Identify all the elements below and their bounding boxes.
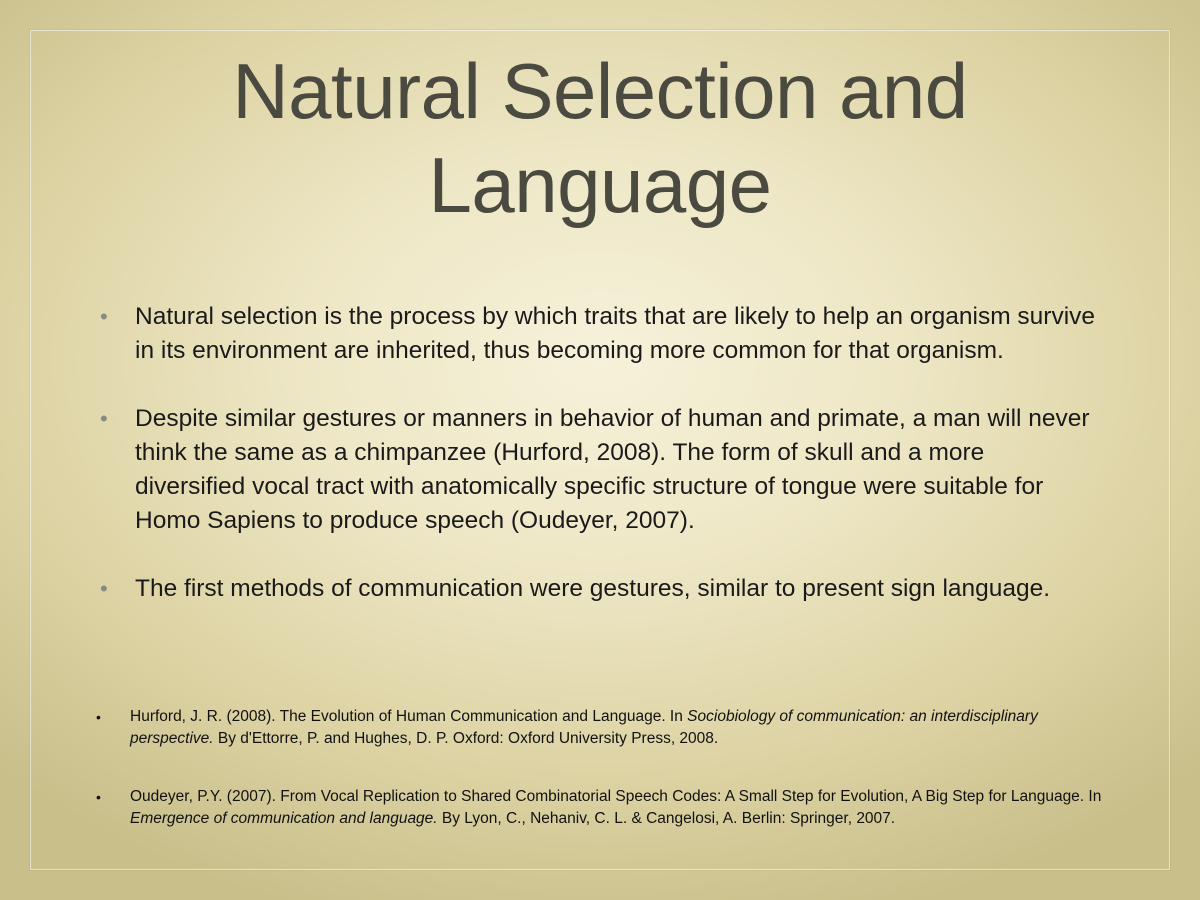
reference-bullet-icon: •: [96, 709, 101, 725]
reference-list: [96, 706, 1116, 866]
reference-text-start: Hurford, J. R. (2008). The Evolution of Human Communication and Language. In: [130, 708, 688, 725]
bullet-text: Natural selection is the process by which traits that are likely to help an organism survive in its environment are inherited, thus becoming more common for that organism.: [135, 303, 1096, 364]
bullet-icon: •: [100, 304, 108, 329]
reference-text-start: Oudeyer, P.Y. (2007). From Vocal Replication to Shared Combinatorial Speech Codes: A Small Step for Evolution, A Big Step for Language. In: [130, 788, 1102, 805]
reference-book-title: Emergence of communication and language.: [130, 810, 438, 827]
reference-text-end: By Lyon, C., Nehaniv, C. L. & Cangelosi, A. Berlin: Springer, 2007.: [437, 810, 896, 827]
reference-item: [96, 706, 1116, 750]
bullet-icon: •: [100, 406, 108, 431]
reference-book-title: Sociobiology of communication: an interdisciplinary perspective.: [130, 708, 1038, 747]
reference-text-end: By d'Ettorre, P. and Hughes, D. P. Oxford: Oxford University Press, 2008.: [213, 730, 719, 747]
bullet-item: [100, 402, 1100, 538]
bullet-item: [100, 300, 1100, 368]
reference-bullet-icon: •: [96, 789, 101, 805]
slide-title: [0, 44, 1200, 232]
bullet-list: [100, 300, 1100, 640]
bullet-text: The first methods of communication were gestures, similar to present sign language.: [135, 575, 1051, 602]
reference-item: [96, 786, 1116, 830]
bullet-icon: •: [100, 576, 108, 601]
bullet-item: [100, 572, 1100, 606]
bullet-text: Despite similar gestures or manners in behavior of human and primate, a man will never think the same as a chimpanzee (Hurford, 2008). The form of skull and a more diversified vocal tract with anatomically specific structure of tongue were suitable for Homo Sapiens to produce speech (Oudeyer, 2007).: [135, 405, 1090, 534]
title-line-1: Natural Selection and: [232, 47, 968, 135]
title-line-2: Language: [428, 141, 772, 229]
